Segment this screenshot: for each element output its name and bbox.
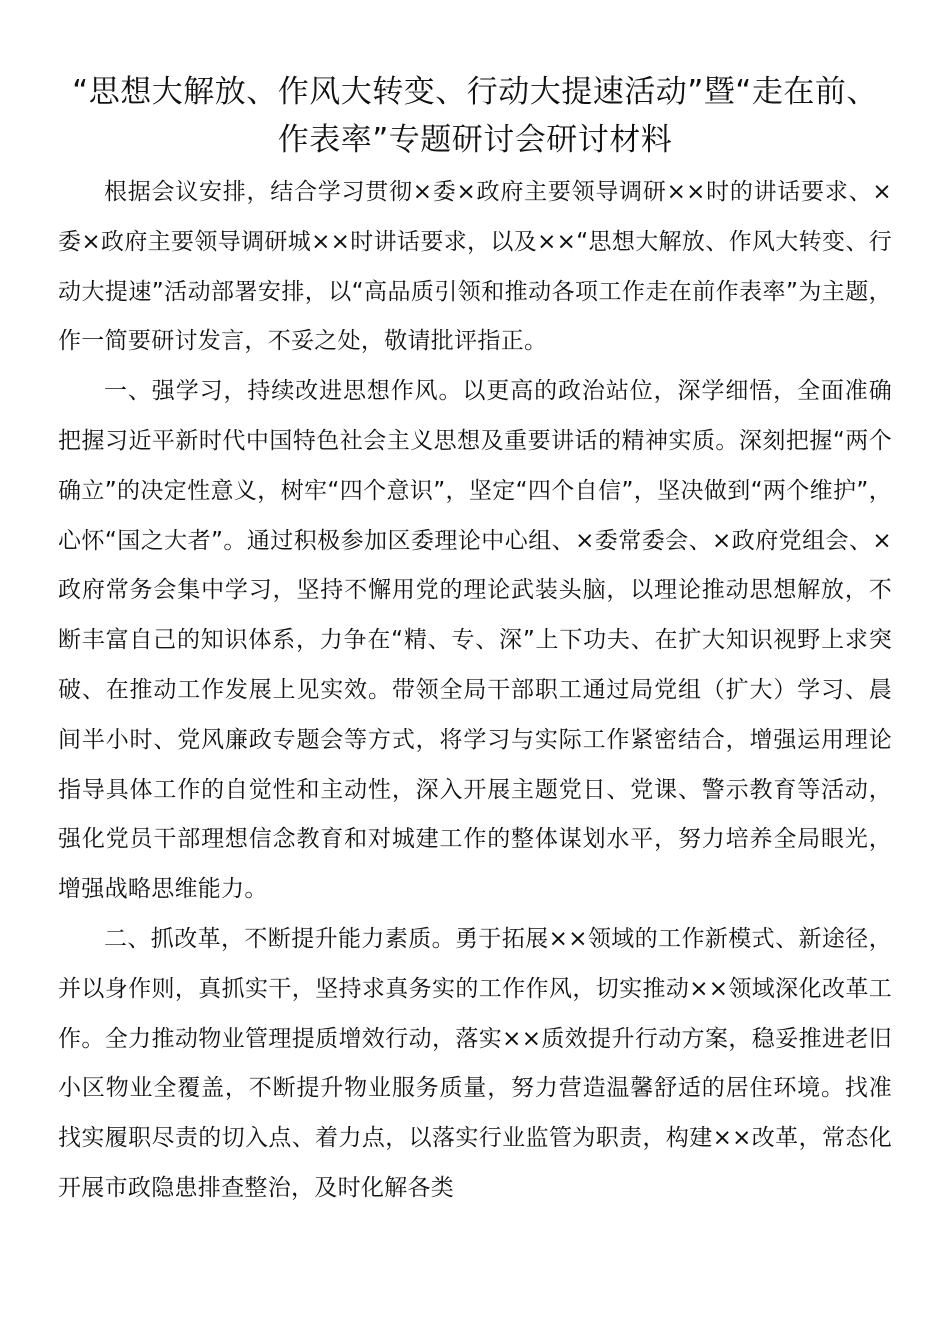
section-two-paragraph: 二、抓改革，不断提升能力素质。勇于拓展××领域的工作新模式、新途径，并以身作则，真抓实干，坚持求真务实的工作作风，切实推动××领域深化改革工作。全力推动物业管理提质增效行动，落实××质效提升行动方案，稳妥推进老旧小区物业全覆盖，不断提升物业服务质量，努力营造温馨舒适的居住环境。找准找实履职尽责的切入点、着力点，以落实行业监管为职责，构建××改革，常态化开展市政隐患排查整治，及时化解各类 <box>58 925 892 1201</box>
intro-paragraph: 根据会议安排，结合学习贯彻×委×政府主要领导调研××时的讲话要求、×委×政府主要领导调研城××时讲话要求，以及××“思想大解放、作风大转变、行动大提速”活动部署安排，以“高品质引领和推动各项工作走在前作表率”为主题，作一简要研讨发言，不妥之处，敬请批评指正。 <box>58 179 892 355</box>
document-title: “思想大解放、作风大转变、行动大提速活动”暨“走在前、作表率”专题研讨会研讨材料 <box>72 74 878 158</box>
section-one-paragraph: 一、强学习，持续改进思想作风。以更高的政治站位，深学细悟，全面准确把握习近平新时代中国特色社会主义思想及重要讲话的精神实质。深刻把握“两个确立”的决定性意义，树牢“四个意识”，坚定“四个自信”，坚决做到“两个维护”，心怀“国之大者”。通过积极参加区委理论中心组、×委常委会、×政府党组会、×政府常务会集中学习，坚持不懈用党的理论武装头脑，以理论推动思想解放，不断丰富自己的知识体系，力争在“精、专、深”上下功夫、在扩大知识视野上求突破、在推动工作发展上见实效。带领全局干部职工通过局党组（扩大）学习、晨间半小时、党风廉政专题会等方式，将学习与实际工作紧密结合，增强运用理论指导具体工作的自觉性和主动性，深入开展主题党日、党课、警示教育等活动，强化党员干部理想信念教育和对城建工作的整体谋划水平，努力培养全局眼光，增强战略思维能力。 <box>58 378 892 903</box>
